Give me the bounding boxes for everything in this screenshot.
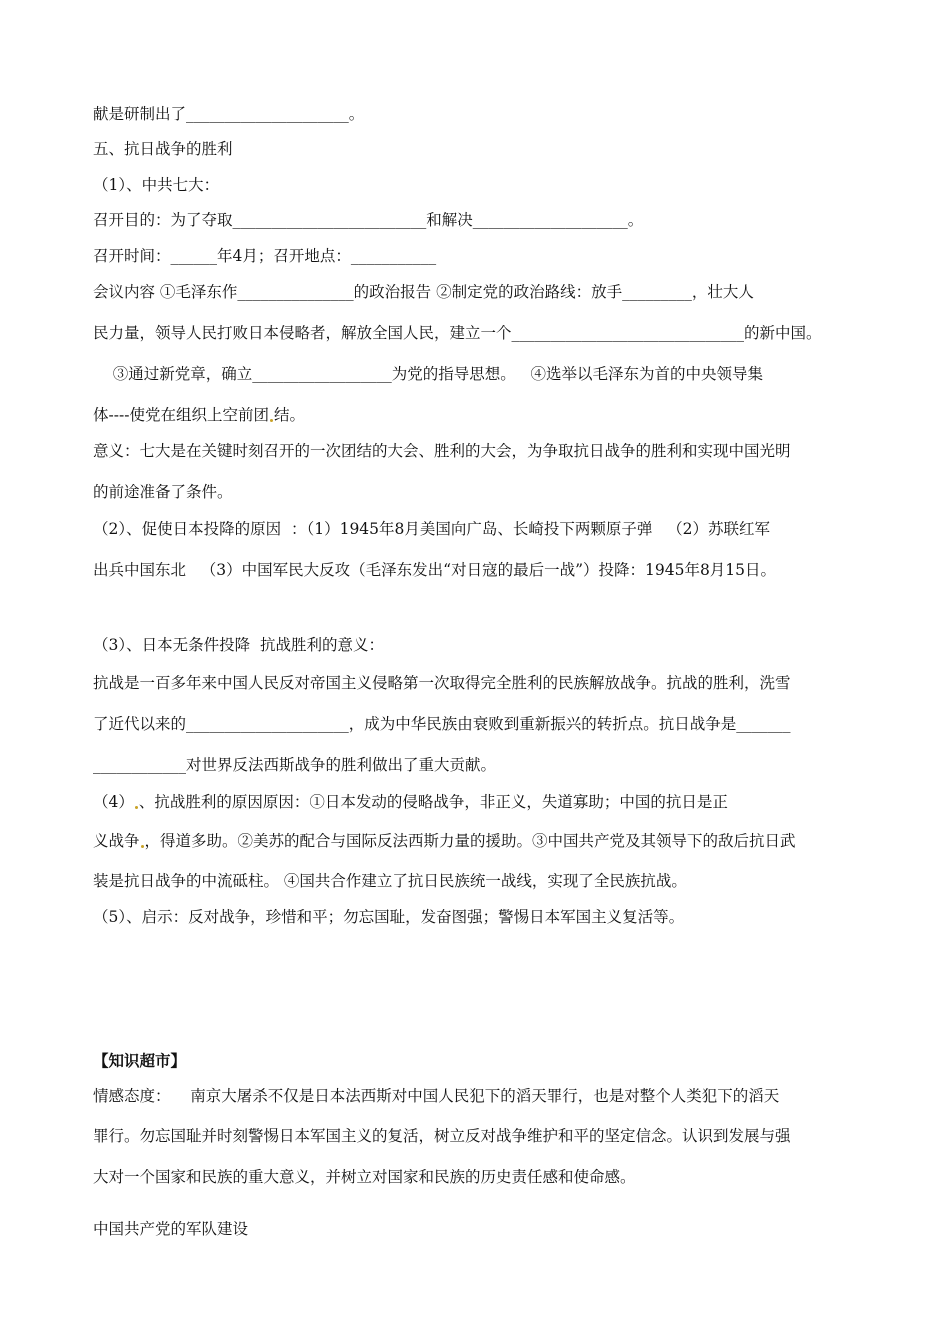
- mark-dot-icon: [270, 419, 273, 422]
- text-line: [93, 405, 305, 425]
- text-line: 民力量，领导人民打败日本侵略者，解放全国人民，建立一个______________________________的新中国。: [93, 324, 822, 342]
- text-line: （5）、启示：反对战争，珍惜和平；勿忘国耻，发奋图强；警惕日本军国主义复活等。: [93, 908, 685, 926]
- text-line: 中国共产党的军队建设: [93, 1220, 249, 1238]
- text-line: 献是研制出了_____________________。: [93, 105, 365, 123]
- text-line: [93, 831, 796, 851]
- text-fragment: 体----使党在组织上空前团: [93, 406, 269, 424]
- section-heading: 【知识超市】: [93, 1051, 187, 1070]
- text-line: ③通过新党章，确立__________________为党的指导思想。 ④选举以毛泽东为首的中央领导集: [93, 365, 763, 383]
- text-line: 召开目的：为了夺取_________________________和解决____________________。: [93, 211, 644, 229]
- subsection-heading: （1）、中共七大：: [93, 176, 220, 194]
- text-line: 出兵中国东北 （3）中国军民大反攻（毛泽东发出“对日寇的最后一战”）投降：1945年8月15日。: [93, 561, 777, 579]
- section-heading: 五、抗日战争的胜利: [93, 140, 233, 158]
- mark-dot-icon: [141, 845, 144, 848]
- text-fragment: 、抗战胜利的原因原因：①日本发动的侵略战争，非正义，失道寡助；中国的抗日是正: [138, 793, 728, 811]
- subsection-heading: （3）、日本无条件投降 抗战胜利的意义：: [93, 636, 384, 654]
- text-line: 装是抗日战争的中流砥柱。 ④国共合作建立了抗日民族统一战线，实现了全民族抗战。: [93, 872, 687, 890]
- text-fragment: ，得道多助。②美苏的配合与国际反法西斯力量的援助。③中国共产党及其领导下的敌后抗日武: [144, 832, 796, 850]
- text-line: （2）、促使日本投降的原因 ：（1）1945年8月美国向广岛、长崎投下两颗原子弹 （2）苏联红军: [93, 520, 771, 538]
- text-line: [93, 792, 728, 812]
- text-fragment: （4）: [93, 793, 134, 811]
- text-line: 罪行。勿忘国耻并时刻警惕日本军国主义的复活，树立反对战争维护和平的坚定信念。认识到发展与强: [93, 1127, 791, 1145]
- text-fragment: 结。: [273, 406, 305, 424]
- mark-dot-icon: [135, 806, 138, 809]
- text-fragment: 义战争: [93, 832, 140, 850]
- text-line: 的前途准备了条件。: [93, 483, 233, 501]
- text-line: 了近代以来的_____________________，成为中华民族由衰败到重新振兴的转折点。抗日战争是_______: [93, 715, 791, 733]
- text-line: 会议内容 ①毛泽东作_______________的政治报告 ②制定党的政治路线：放手_________，壮大人: [93, 283, 754, 301]
- text-line: 召开时间：______年4月；召开地点：___________: [93, 247, 437, 265]
- text-line: 情感态度： 南京大屠杀不仅是日本法西斯对中国人民犯下的滔天罪行，也是对整个人类犯下的滔天: [93, 1087, 780, 1105]
- text-line: ____________对世界反法西斯战争的胜利做出了重大贡献。: [93, 756, 497, 774]
- text-line: 大对一个国家和民族的重大意义，并树立对国家和民族的历史责任感和使命感。: [93, 1168, 636, 1186]
- text-line: 意义：七大是在关键时刻召开的一次团结的大会、胜利的大会，为争取抗日战争的胜利和实现中国光明: [93, 442, 791, 460]
- text-line: 抗战是一百多年来中国人民反对帝国主义侵略第一次取得完全胜利的民族解放战争。抗战的胜利，洗雪: [93, 674, 791, 692]
